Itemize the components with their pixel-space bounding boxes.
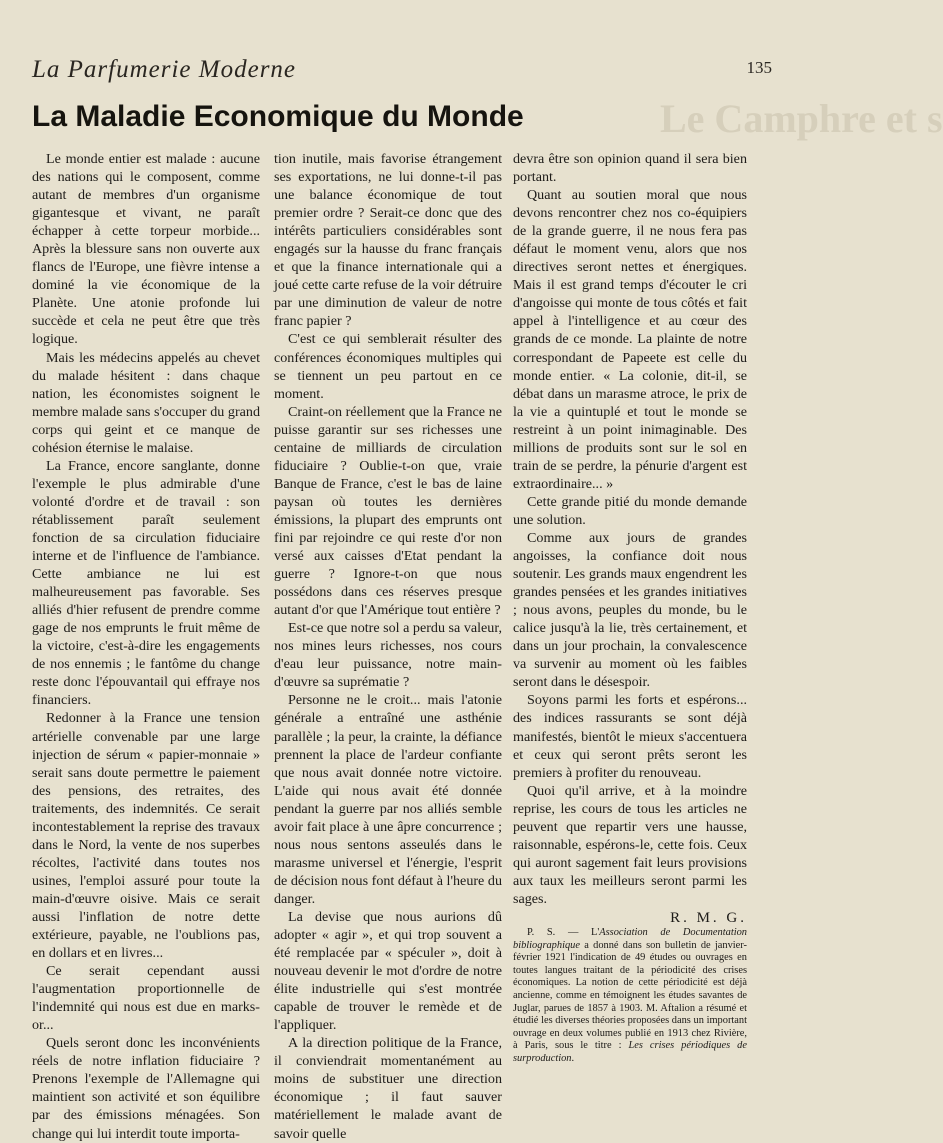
paragraph: Craint-on réellement que la France ne puisse garantir sur ses richesses une centaine de milliards de circulation fiduciaire ? Oublie-t-on que, vraie Banque de France, c'est le bas de laine paysan où toutes les dernières émissions, la plupart des emprunts ont fini par rejoindre ce qui reste d'or non versé aux caisses d'Etat pendant la guerre ? Ignore-t-on que nous possédons dans ces réserves presque autant d'or que l'Amérique tout entière ? — [274, 403, 502, 619]
column-3 — [513, 150, 747, 1066]
note-lead: P. S. — L' — [527, 927, 600, 939]
article-title: La Maladie Economique du Monde — [32, 100, 524, 133]
paragraph: La France, encore sanglante, donne l'exemple le plus admirable d'une volonté d'ordre et de travail : son rétablissement paraît seulement fonction de sa circulation fiduciaire interne et de l'influence de l'ambiance. Cette ambiance ne lui est malheureusement pas favorable. Ses alliés d'hier refusent de prendre comme gage de nos emprunts le fruit même de la victoire, c'est-à-dire les engagements de nos ennemis ; le fantôme du change reste donc l'épouvantail qui effraye nos financiers. — [32, 457, 260, 709]
note-association-name: Association de Documentation bibliographique — [513, 927, 747, 951]
adjacent-page-bleed-text: Le Camphre et s — [660, 96, 943, 141]
note-book-title: Les crises périodiques de surproduction — [513, 1040, 747, 1064]
paragraph: Redonner à la France une tension artérielle convenable par une large injection de sérum « papier-monnaie » serait sans doute permettre le paiement des pensions, des retraites, des traitements, des indemnités. Ce serait incontestablement la reprise des travaux dans le Nord, la vente de nos superbes récoltes, l'activité dans toutes nos usines, l'emploi assuré pour toute la main-d'œuvre oisive. Mais ce serait aussi l'inflation de notre dette extérieure, payable, ne l'oublions pas, en dollars et en livres... — [32, 710, 260, 962]
paragraph: Ce serait cependant aussi l'augmentation proportionnelle de l'indemnité qui nous est due en marks-or... — [32, 963, 260, 1034]
paragraph: Le monde entier est malade : aucune des nations qui le composent, comme autant de membres d'un organisme gigantesque et vivant, ne paraît échapper à cette torpeur morbide... Après la blessure sans non ouverte aux flancs de l'Europe, une fièvre intense a dominé la vie économique de la Planète. Une atonie profonde lui succède et cela ne peut être que très logique. — [32, 151, 260, 348]
paragraph: Quoi qu'il arrive, et à la moindre reprise, les cours de tous les articles ne peuvent que repartir vers une hausse, raisonnable, espérons-le, cette fois. Ceux qui auront sagement fait leurs provisions aux taux les meilleurs seront parmi les sages. — [513, 782, 747, 907]
paragraph: Quels seront donc les inconvénients réels de notre inflation fiduciaire ? Prenons l'exemple de l'Allemagne qui maintient son activité et son équilibre par des émissions ménagées. Son change qui lui interdit toute importa- — [32, 1035, 260, 1142]
paragraph: Personne ne le croit... mais l'atonie générale a entraîné une asthénie parallèle ; la peur, la crainte, la défiance prennent la place de l'ardeur confiante que nous avait donnée notre victoire. L'aide qui nous avait été donnée pendant la guerre par nos alliés semble avoir fait place à une âpre concurrence ; nous nous sentons asseulés dans le marasme universel et l'énergie, l'esprit de décision nous font défaut à l'heure du danger. — [274, 692, 502, 907]
paragraph: Mais les médecins appelés au chevet du malade hésitent : dans chaque nation, les économistes soignent le membre malade sans s'occuper du grand corps qui geint et ce manque de cohésion éternise le malaise. — [32, 349, 260, 456]
paragraph: Est-ce que notre sol a perdu sa valeur, nos mines leurs richesses, nos cours d'eau leur puissance, notre main-d'œuvre sa suprématie ? — [274, 620, 502, 691]
paragraph: Cette grande pitié du monde demande une solution. — [513, 493, 747, 528]
paragraph: Quant au soutien moral que nous devons rencontrer chez nos co-équipiers de la grande guerre, il ne nous fera pas défaut le moment venu, alors que nos directives seront nettes et énergiques. Mais il est grand temps d'écouter le cri d'angoisse qui monte de tous côtés et fait appel à l'intelligence et au cœur des grands de ce monde. La plainte de notre correspondant de Papeete est celle du monde entier. « La colonie, dit-il, se débat dans un marasme atroce, le prix de la vie a quintuplé et tout le monde se restreint à un point inimaginable. Des millions de produits sont sur le sol en train de se perdre, la pénurie d'argent est extraordinaire... » — [513, 187, 747, 492]
page-number: 135 — [746, 58, 772, 77]
column-1 — [32, 150, 260, 1143]
column-2 — [274, 150, 502, 1143]
paragraph: tion inutile, mais favorise étrangement ses exportations, ne lui donne-t-il pas une balance économique de tout premier ordre ? Serait-ce donc que des intérêts particuliers considérables sont engagés sur la hausse du franc français et que la finance internationale qui a joué cette carte refuse de la voir détruire par une diminution de valeur de notre franc papier ? — [274, 151, 502, 330]
paragraph: C'est ce qui semblerait résulter des conférences économiques multiples qui se tiennent un peu partout en ce moment. — [274, 331, 502, 402]
postscript-note — [513, 927, 747, 1066]
paragraph: Comme aux jours de grandes angoisses, la confiance doit nous soutenir. Les grands maux engendrent les grandes pensées et les grandes initiatives ; nous avons, peuples du monde, bu le calice jusqu'à la lie, très certainement, et dans un jour prochain, la convalescence va survenir au moment où les faibles seront dans le désespoir. — [513, 529, 747, 691]
author-signature: R. M. G. — [670, 909, 747, 926]
masthead: La Parfumerie Moderne — [32, 56, 297, 83]
paragraph: A la direction politique de la France, il conviendrait momentanément au moins de substituer une direction économique ; il faut sauver matériellement le malade avant de savoir quelle — [274, 1035, 502, 1142]
paragraph: Soyons parmi les forts et espérons... des indices rassurants se sont déjà manifestés, bientôt le mieux s'accentuera et ceux qui seront prêts seront les premiers à profiter du renouveau. — [513, 692, 747, 781]
note-end: . — [571, 1052, 575, 1064]
note-body: a donné dans son bulletin de janvier-février 1921 l'indication de 49 études ou ouvrages en toutes langues traitant de la périodicité des crises économiques. La notion de cette périodicité est déjà ancienne, comme en témoignent les études savantes de Juglar, parues de 1857 à 1903. M. Aftalion a résumé et étudié les diverses théories proposées dans un important ouvrage en deux volumes publié en 1913 chez Rivière, à Paris, sous le titre : — [513, 939, 747, 1052]
paragraph: La devise que nous aurions dû adopter « agir », et qui trop souvent a été remplacée par « spéculer », doit à nouveau devenir le mot d'ordre de notre élite industrielle qui s'est montrée capable de trouver le remède et de l'appliquer. — [274, 908, 502, 1034]
paragraph: devra être son opinion quand il sera bien portant. — [513, 151, 747, 186]
